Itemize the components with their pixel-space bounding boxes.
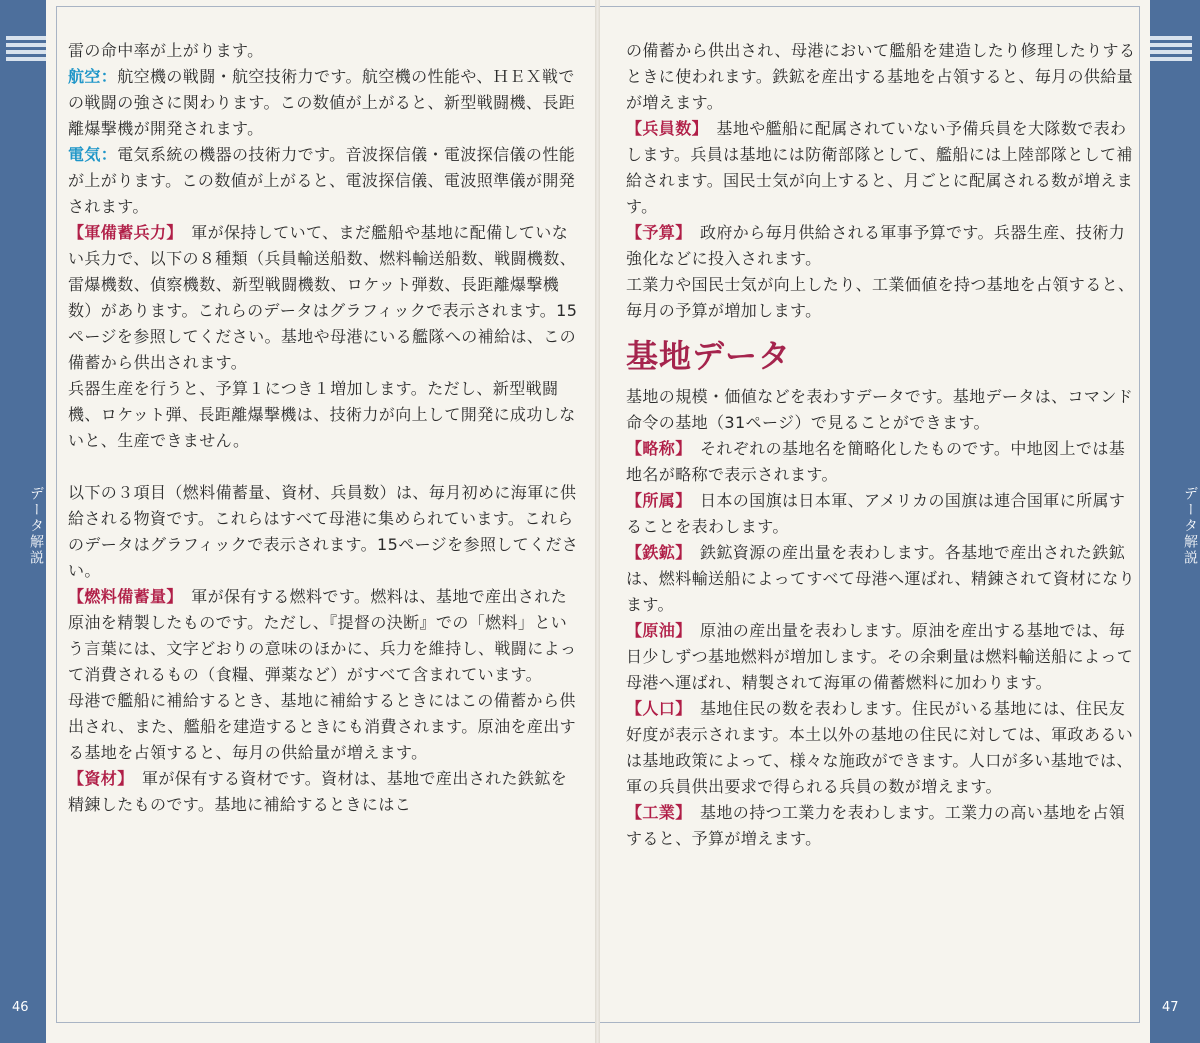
paragraph-term: 【原油】 bbox=[626, 621, 684, 640]
paragraph bbox=[626, 272, 1138, 324]
paragraph-term: 【軍備蓄兵力】 bbox=[68, 223, 175, 242]
paragraph bbox=[626, 488, 1138, 540]
paragraph bbox=[626, 116, 1138, 220]
left-page bbox=[46, 0, 595, 1043]
paragraph-term: 【所属】 bbox=[626, 491, 684, 510]
paragraph bbox=[626, 800, 1138, 852]
right-page bbox=[600, 0, 1150, 1043]
paragraph-term: 【人口】 bbox=[626, 699, 684, 718]
paragraph-text: の備蓄から供出され、母港において艦船を建造したり修理したりするときに使われます。鉄鉱を産出する基地を占領すると、毎月の供給量が増えます。 bbox=[626, 41, 1136, 112]
right-page-text bbox=[626, 38, 1138, 852]
paragraph-text: 軍が保有する資材です。資材は、基地で産出された鉄鉱を精錬したものです。基地に補給するときにはこ bbox=[68, 769, 568, 814]
right-side-label: データ解説 bbox=[1182, 486, 1198, 566]
paragraph-term: 【燃料備蓄量】 bbox=[68, 587, 175, 606]
paragraph-text: 基地の規模・価値などを表わすデータです。基地データは、コマンド命令の基地（31ページ）で見ることができます。 bbox=[626, 387, 1134, 432]
paragraph bbox=[68, 64, 582, 142]
paragraph bbox=[68, 584, 582, 688]
section-title: 基地データ bbox=[626, 337, 792, 375]
paragraph-text: 原油の産出量を表わします。原油を産出する基地では、毎日少しずつ基地燃料が増加します。その余剰量は燃料輸送船によって母港へ運ばれ、精製されて海軍の備蓄燃料に加わります。 bbox=[626, 621, 1134, 692]
paragraph-text: 雷の命中率が上がります。 bbox=[68, 41, 264, 60]
paragraph-term: 航空： bbox=[68, 67, 118, 86]
band-stripes-decoration bbox=[0, 36, 46, 70]
right-side-band bbox=[1150, 0, 1200, 1043]
paragraph-text: 工業力や国民士気が向上したり、工業価値を持つ基地を占領すると、毎月の予算が増加します。 bbox=[626, 275, 1135, 320]
paragraph-term: 【略称】 bbox=[626, 439, 684, 458]
paragraph-text: 兵器生産を行うと、予算１につき１増加します。ただし、新型戦闘機、ロケット弾、長距離爆撃機は、技術力が向上して開発に成功しないと、生産できません。 bbox=[68, 379, 576, 450]
paragraph-term: 【予算】 bbox=[626, 223, 684, 242]
paragraph bbox=[626, 38, 1138, 116]
paragraph bbox=[626, 618, 1138, 696]
paragraph-text: 母港で艦船に補給するとき、基地に補給するときにはこの備蓄から供出され、また、艦船を建造するときにも消費されます。原油を産出する基地を占領すると、毎月の供給量が増えます。 bbox=[68, 691, 577, 762]
paragraph bbox=[68, 376, 582, 454]
paragraph bbox=[68, 142, 582, 220]
paragraph-text: 日本の国旗は日本軍、アメリカの国旗は連合国軍に所属することを表わします。 bbox=[626, 491, 1126, 536]
paragraph-text: 基地の持つ工業力を表わします。工業力の高い基地を占領すると、予算が増えます。 bbox=[626, 803, 1126, 848]
left-page-number: 46 bbox=[12, 1000, 29, 1015]
paragraph-term: 【資材】 bbox=[68, 769, 126, 788]
paragraph-text: 軍が保有する燃料です。燃料は、基地で産出された原油を精製したものです。ただし、『提督の決断』での「燃料」という言葉には、文字どおりの意味のほかに、兵力を維持し、戦闘によって消費されるもの（食糧、弾薬など）がすべて含まれています。 bbox=[68, 587, 577, 684]
paragraph-text: 鉄鉱資源の産出量を表わします。各基地で産出された鉄鉱は、燃料輸送船によってすべて母港へ運ばれ、精錬されて資材になります。 bbox=[626, 543, 1136, 614]
paragraph bbox=[68, 480, 582, 584]
paragraph-term: 【鉄鉱】 bbox=[626, 543, 684, 562]
paragraph bbox=[626, 436, 1138, 488]
paragraph-term: 電気： bbox=[68, 145, 118, 164]
paragraph-text: 基地や艦船に配属されていない予備兵員を大隊数で表わします。兵員は基地には防衛部隊として、艦船には上陸部隊として補給されます。国民士気が向上すると、月ごとに配属される数が増えます。 bbox=[626, 119, 1134, 216]
paragraph bbox=[626, 384, 1138, 436]
band-stripes-decoration bbox=[1150, 36, 1200, 70]
left-side-label: データ解説 bbox=[28, 486, 44, 566]
paragraph-text: 航空機の戦闘・航空技術力です。航空機の性能や、ＨＥＸ戦での戦闘の強さに関わります。この数値が上がると、新型戦闘機、長距離爆撃機が開発されます。 bbox=[68, 67, 576, 138]
paragraph bbox=[626, 220, 1138, 272]
paragraph-text: 電気系統の機器の技術力です。音波探信儀・電波探信儀の性能が上がります。この数値が上がると、電波探信儀、電波照準儀が開発されます。 bbox=[68, 145, 576, 216]
right-page-number: 47 bbox=[1162, 1000, 1179, 1015]
paragraph-text: 軍が保持していて、まだ艦船や基地に配備していない兵力で、以下の８種類（兵員輸送船数、燃料輸送船数、戦闘機数、雷爆機数、偵察機数、新型戦闘機数、ロケット弾数、長距離爆撃機数）があります。これらのデータはグラフィックで表示されます。15ページを参照してください。基地や母港にいる艦隊への補給は、この備蓄から供出されます。 bbox=[68, 223, 578, 372]
paragraph-term: 【工業】 bbox=[626, 803, 684, 822]
paragraph-text: 基地住民の数を表わします。住民がいる基地には、住民友好度が表示されます。本土以外の基地の住民に対しては、軍政あるいは基地政策によって、様々な施政ができます。人口が多い基地では、軍の兵員供出要求で得られる兵員の数が増えます。 bbox=[626, 699, 1134, 796]
paragraph-term: 【兵員数】 bbox=[626, 119, 701, 138]
paragraph bbox=[626, 696, 1138, 800]
paragraph-text: 政府から毎月供給される軍事予算です。兵器生産、技術力強化などに投入されます。 bbox=[626, 223, 1126, 268]
paragraph bbox=[68, 688, 582, 766]
paragraph bbox=[68, 766, 582, 818]
left-side-band bbox=[0, 0, 46, 1043]
paragraph bbox=[68, 220, 582, 376]
right-bottom-paragraphs bbox=[626, 384, 1138, 852]
paragraph bbox=[626, 540, 1138, 618]
paragraph-text: 以下の３項目（燃料備蓄量、資材、兵員数）は、毎月初めに海軍に供給される物資です。これらはすべて母港に集められています。これらのデータはグラフィックで表示されます。15ページを参照してください。 bbox=[68, 483, 579, 580]
left-page-text bbox=[68, 38, 582, 818]
right-top-paragraphs bbox=[626, 38, 1138, 324]
paragraph-text: それぞれの基地名を簡略化したものです。中地図上では基地名が略称で表示されます。 bbox=[626, 439, 1126, 484]
paragraph bbox=[68, 38, 582, 64]
